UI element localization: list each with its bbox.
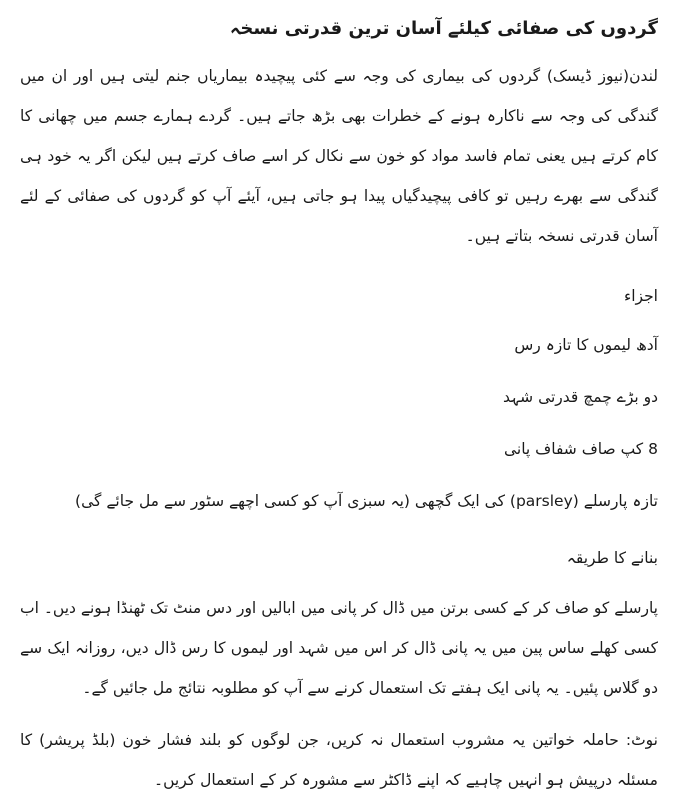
ingredient-item: 8 کپ صاف شفاف پانی [503, 440, 658, 458]
ingredients-heading: اجزاء [623, 287, 658, 305]
article-title: گردوں کی صفائی کیلئے آسان ترین قدرتی نسخہ [229, 18, 658, 39]
note-paragraph: نوٹ: حاملہ خواتین یہ مشروب استعمال نہ کریں، جن لوگوں کو بلند فشار خون (بلڈ پریشر) کا مسئلہ درپیش ہو انہیں چاہیے کہ اپنے ڈاکٹر سے مشورہ کر کے استعمال کریں۔ [20, 731, 658, 789]
ingredient-item: دو بڑے چمچ قدرتی شہد [502, 388, 658, 406]
ingredient-item: آدھ لیموں کا تازہ رس [514, 336, 658, 354]
method-paragraph: پارسلے کو صاف کر کے کسی برتن میں ڈال کر پانی میں ابالیں اور دس منٹ تک ٹھنڈا ہونے دیں۔ اب کسی کھلے ساس پین میں یہ پانی ڈال کر اس میں شہد اور لیموں کا رس ڈال دیں، روزانہ ایک سے دو گلاس پئیں۔ یہ پانی ایک ہفتے تک استعمال کرنے سے آپ کو مطلوبہ نتائج مل جائیں گے۔ [20, 599, 658, 697]
intro-paragraph: لندن(نیوز ڈیسک) گردوں کی بیماری کی وجہ سے کئی پیچیدہ بیماریاں جنم لیتی ہیں اور ان میں گندگی کی وجہ سے ناکارہ ہونے کے خطرات بھی بڑھ جاتے ہیں۔ گردے ہمارے جسم میں چھانی کا کام کرتے ہیں یعنی تمام فاسد مواد کو خون سے نکال کر اسے صاف کرتے ہیں لیکن اگر یہ خود ہی گندگی سے بھرے رہیں تو کافی پیچیدگیاں پیدا ہو جاتی ہیں، آیئے آپ کو گردوں کی صفائی کے لئے آسان قدرتی نسخہ بتاتے ہیں۔ [20, 67, 658, 245]
ingredient-item: تازہ پارسلے (parsley) کی ایک گچھی (یہ سبزی آپ کو کسی اچھے سٹور سے مل جائے گی) [75, 492, 658, 510]
ingredients-list [20, 330, 658, 516]
method-heading: بنانے کا طریقہ [566, 549, 658, 567]
